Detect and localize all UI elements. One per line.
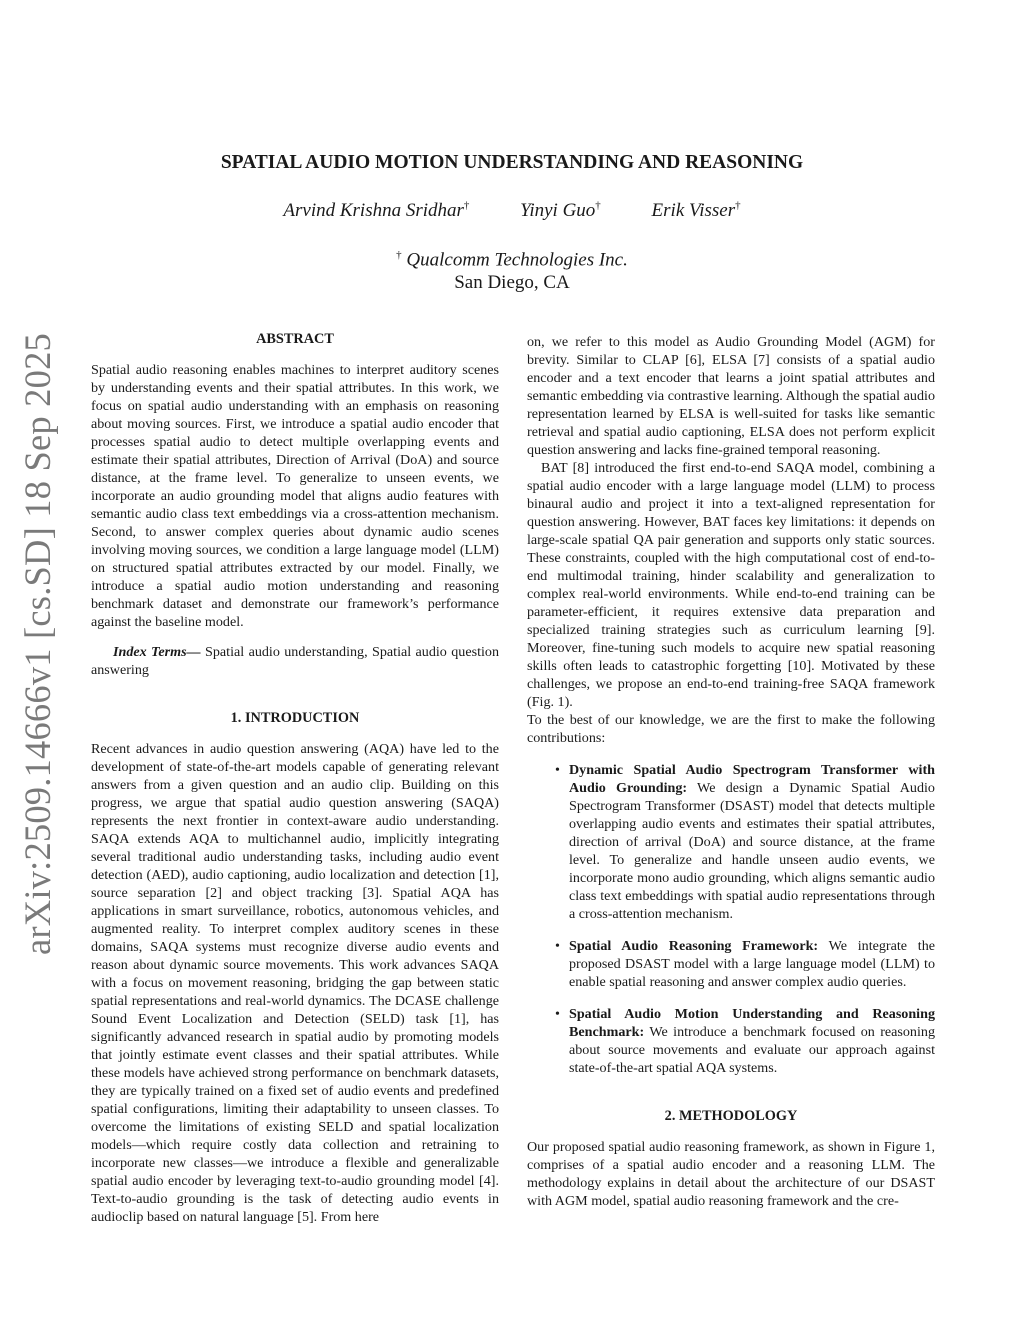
body-paragraph: BAT [8] introduced the first end-to-end SAQA model, combining a spatial audio encoder with a large language model (LLM) to process binaural audio and project it into a text-aligned representation for question answering. However, BAT faces key limitations: it depends on large-scale spatial QA pair generation and supports only static sources. These constraints, coupled with the high computational cost of end-to-end multimodal training, hinder scalability and generalization to complex real-world environments. While end-to-end training can be parameter-efficient, it requires extensive data preparation and specialized training strategies such as curriculum learning [9]. Moreover, fine-tuning such models to acquire new spatial reasoning skills often leads to catastrophic forgetting [10]. Motivated by these challenges, we propose an end-to-end training-free SAQA framework (Fig. 1). xyxy=(527,460,935,710)
list-item: • Spatial Audio Motion Understanding and Reasoning Benchmark: We introduce a benchmark focused on reasoning about source movements and evaluate our approach against state-of-the-art spatial AQA systems. xyxy=(569,1005,935,1077)
introduction-heading: 1. INTRODUCTION xyxy=(230,710,360,726)
affiliation-institution: Qualcomm Technologies Inc. xyxy=(406,249,628,271)
author: Yinyi Guo† xyxy=(520,200,601,222)
paper-title: SPATIAL AUDIO MOTION UNDERSTANDING AND REASONING xyxy=(220,152,804,173)
abstract-heading: ABSTRACT xyxy=(256,331,334,347)
methodology-text: Our proposed spatial audio reasoning framework, as shown in Figure 1, comprises of a spatial audio encoder and a reasoning LLM. The methodology explains in detail about the architecture of our DSAST with AGM model, spatial audio reasoning framework and the cre- xyxy=(527,1139,935,1209)
right-column xyxy=(527,333,935,1210)
author: Erik Visser† xyxy=(651,200,741,222)
introduction-text: Recent advances in audio question answering (AQA) have led to the development of state-of-the-art models capable of generating relevant answers from a given question and an audio clip. Building on this progress, we argue that spatial audio question answering (SAQA) represents the next frontier in context-aware audio understanding. SAQA extends AQA to multichannel audio, implicitly integrating several traditional audio understanding tasks, including audio event detection (AED), audio captioning, audio localization and detection [1], source separation [2] and object tracking [3]. Spatial AQA has applications in smart surveillance, robotics, autonomous vehicles, and augmented reality. To interpret complex auditory scenes in these domains, SAQA systems must recognize diverse audio events and reason about dynamic source movements. This work advances SAQA with a focus on movement reasoning, bridging the gap between static spatial representations and real-world dynamics. The DCASE challenge Sound Event Localization and Detection (SELD) task [1], has significantly advanced research in spatial audio by promoting models that jointly estimate event classes and their spatial attributes. While these models have achieved strong performance on benchmark datasets, they are typically trained on a fixed set of audio events and predefined spatial configurations, limiting their adaptability to unseen classes. To overcome the limitations of existing SELD and spatial localization models—which require costly data collection and retraining to incorporate new classes—we introduce a flexible and generalizable spatial audio encoder by leveraging text-to-audio grounding model [4]. Text-to-audio grounding is the task of detecting audio events in audioclip based on natural language [5]. From here xyxy=(91,741,499,1225)
left-column xyxy=(91,330,499,1226)
abstract-text: Spatial audio reasoning enables machines to interpret auditory scenes by understanding events and their spatial attributes. In this work, we focus on spatial audio understanding with an emphasis on reasoning about moving sources. First, we introduce a spatial audio encoder that processes spatial audio to detect multiple overlapping events and estimate their spatial attributes, Direction of Arrival (DoA) and source distance, at the frame level. To generalize to unseen events, we incorporate an audio grounding model that aligns audio features with semantic audio class text embeddings via a cross-attention mechanism. Second, to answer complex queries about dynamic audio scenes involving moving sources, we condition a large language model (LLM) on structured spatial attributes extracted by our model. Finally, we introduce a spatial audio motion understanding and reasoning benchmark dataset and demonstrate our framework’s performance against the baseline model. xyxy=(91,362,499,630)
affiliation-location: San Diego, CA xyxy=(454,272,570,294)
list-item: • Spatial Audio Reasoning Framework: We integrate the proposed DSAST model with a large language model (LLM) to enable spatial reasoning and answer complex audio queries. xyxy=(569,937,935,991)
author: Arvind Krishna Sridhar† xyxy=(283,200,470,222)
list-item: • Dynamic Spatial Audio Spectrogram Transformer with Audio Grounding: We design a Dynamic Spatial Audio Spectrogram Transformer (DSAST) model that detects multiple overlapping audio events and estimates their spatial attributes, direction of arrival (DoA) and source distance, at the frame level. To generalize and handle unseen audio events, we incorporate mono audio grounding, which aligns semantic audio class text embeddings with spatial audio representations through a cross-attention mechanism. xyxy=(569,761,935,923)
contribution-list xyxy=(527,761,935,1077)
author-list xyxy=(0,200,1024,222)
body-paragraph: on, we refer to this model as Audio Grounding Model (AGM) for brevity. Similar to CLAP [6], ELSA [7] consists of a spatial audio encoder and a text encoder that learns a joint spatial attributes and semantic embedding via contrastive learning. Although the spatial audio representation learned by ELSA is well-suited for tasks like semantic retrieval and spatial audio captioning, ELSA does not perform explicit question answering and lacks fine-grained temporal reasoning. xyxy=(527,334,935,458)
affiliation: † Qualcomm Technologies Inc. San Diego, CA xyxy=(0,244,1024,294)
index-terms: Index Terms— Spatial audio understanding, Spatial audio question answering xyxy=(91,644,499,678)
methodology-heading: 2. METHODOLOGY xyxy=(664,1108,798,1124)
arxiv-identifier: arXiv:2509.14666v1 [cs.SD] 18 Sep 2025 xyxy=(17,333,58,955)
body-paragraph: To the best of our knowledge, we are the first to make the following contributions: xyxy=(527,712,935,746)
